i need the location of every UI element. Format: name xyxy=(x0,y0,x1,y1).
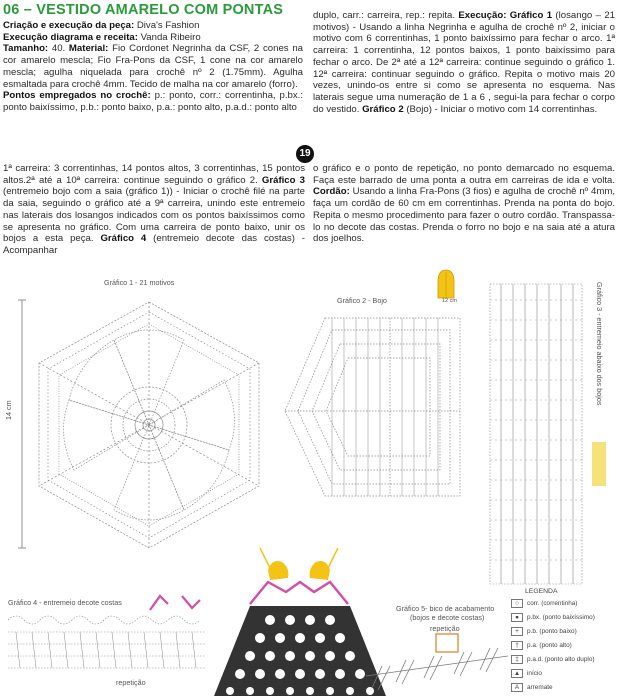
graphic3-caption: Gráfico 3 - entremeio abaixo dos bojos xyxy=(595,282,604,406)
graphic4-caption: Gráfico 4 - entremeio decote costas xyxy=(8,598,122,607)
legend-item: † p.a. (ponto alto) xyxy=(511,641,572,650)
double-crochet-icon: † xyxy=(511,641,523,650)
graphic3-strip-icon xyxy=(590,440,610,490)
creation-label: Criação e execução da peça: xyxy=(3,20,135,31)
legend-item: + p.b. (ponto baixo) xyxy=(511,627,577,636)
graphic1-hexagon-diagram xyxy=(14,290,284,560)
graphic2-caption: Gráfico 2 - Bojo xyxy=(337,296,387,305)
legend-item: ● p.bx. (ponto baixíssimo) xyxy=(511,613,595,622)
material-label: Material: xyxy=(68,43,109,55)
diagram-author-value: Vanda Ribeiro xyxy=(137,31,201,43)
cord-label: Cordão: xyxy=(313,186,350,198)
single-crochet-icon: + xyxy=(511,627,523,636)
material-value: Fio Cordonet Negrinha da CSF, 2 cones na cor amarelo mescla; Fio Fra-Pons da CSF, 1 cone na cor amarelo mescla; agulha niquelada para crochê nº 2 (1.75mm). Agulha esmaltada para crochê 4mm. Tecido de malha na cor amarelo (forro). xyxy=(3,43,303,90)
graphic5-repeat-label: repetição xyxy=(430,624,460,633)
page-number: 19 xyxy=(296,145,314,163)
execution-label: Execução: Gráfico 1 xyxy=(458,10,553,21)
execution-column xyxy=(313,10,615,115)
stitches-value: p.: ponto, corr.: correntinha, p.bx.: ponto baixíssimo, p.b.: ponto baixo, p.a.: ponto alto, p.a.d.: ponto alto xyxy=(3,90,303,113)
finish-icon: A xyxy=(511,683,523,692)
legend xyxy=(511,588,617,698)
stitches-label: Pontos empregados no crochê: xyxy=(3,90,151,102)
graphic2-bojo-diagram xyxy=(270,306,475,506)
instructions-column-3 xyxy=(3,163,305,257)
creation-value: Diva's Fashion xyxy=(134,20,200,31)
start-icon: ▲ xyxy=(511,669,523,678)
size-value: 40. xyxy=(48,43,69,55)
instructions-column-4 xyxy=(313,163,615,245)
chain-stitch-icon: ○ xyxy=(511,599,523,608)
diagram-author-label: Execução diagrama e receita: xyxy=(3,31,138,43)
graphic5-edging-diagram xyxy=(362,632,512,696)
graphic4-label: Gráfico 4 xyxy=(100,233,147,245)
legend-item: ‡ p.a.d. (ponto alto duplo) xyxy=(511,655,595,664)
page-title: 06 – VESTIDO AMARELO COM PONTAS xyxy=(3,2,284,18)
cord-text: Usando a linha Fra-Pons (3 fios) e agulha de crochê nº 4mm, faça um cordão de 60 cm em correntinhas. Prenda na ponta do bojo. Repita o mesmo procedimento para fazer o outro cordão. Transpassa-lo no decote das costas. Prenda o forro no bojo e na saia até a atura dos joelhos. xyxy=(313,186,615,245)
rows-text: 1ª carreira: 3 correntinhas, 14 pontos altos, 3 correntinhas, 15 pontos altos.2ª até a 10ª carreira: continue seguindo o gráfico 2. xyxy=(3,163,305,186)
graphic5-subcaption: (bojos e decote costas) xyxy=(410,613,485,622)
slip-stitch-icon: ● xyxy=(511,613,523,622)
graphic4-repeat-label: repetição xyxy=(116,678,146,687)
repeat-text: o gráfico e o ponto de repetição, no ponto demarcado no esquema. Faça este barrado de uma ponta a outra em carreiras de ida e volta. xyxy=(313,163,615,186)
legend-item: ○ corr. (correntinha) xyxy=(511,599,577,608)
legend-item: A arremate xyxy=(511,683,553,692)
graphic3-text: (entremeio bojo com a saia (gráfico 1)) - Iniciar o crochê filé na parte da saia, seguindo o gráfico até a 9ª carreira, unindo este entremeio nas laterais dos losangos indicados com os pontos baixíssimos como se apresenta no gráfico. Com uma carreira de ponto baixo, unir os bojos a esta peça. xyxy=(3,186,305,245)
graphic4-text: (entremeio decote das costas) - Acompanhar xyxy=(3,233,305,256)
graphic5-caption: Gráfico 5- bico de acabamento xyxy=(396,604,495,613)
treble-crochet-icon: ‡ xyxy=(511,655,523,664)
graphic3-label: Gráfico 3 xyxy=(261,174,305,186)
graphic1-caption: Gráfico 1 - 21 motivos xyxy=(104,278,175,287)
legend-title: LEGENDA xyxy=(525,588,558,595)
graphic2-label: Gráfico 2 xyxy=(362,103,404,115)
graphic4-band-diagram xyxy=(6,610,211,680)
legend-item: ▲ início xyxy=(511,669,542,678)
materials-column xyxy=(3,20,303,114)
abbrev-continued: duplo, carr.: carreira, rep.: repita. xyxy=(313,10,459,21)
graphic1-size-label: 14 cm xyxy=(4,400,13,420)
execution-text: (losango – 21 motivos) - Usando a linha Negrinha e agulha de crochê nº 2, iniciar o motivo com 6 correntinhas, 1 ponto baixíssimo para fechar o arco. 1ª carreira: 1 correntinha, 12 pontos baixos, 1 ponto baixíssimo para fechar o arco. De 2ª até a 12ª carreira: continue seguindo o gráfico 1. 12ª carreira: continuar seguindo o gráfico. Repita o motivo mais 20 vezes, unindo-os entre si como se apresenta no esquema. Nas laterais segue uma numeração de 1 a 6 , segui-la para fechar o corpo do vestido. xyxy=(313,10,615,115)
graphic2-size-label: 12 cm xyxy=(442,298,457,304)
graphic2-text: (Bojo) - Iniciar o motivo com 14 correntinhas. xyxy=(403,103,598,115)
graphic3-filet-diagram xyxy=(484,280,590,590)
size-label: Tamanho: xyxy=(3,43,49,55)
